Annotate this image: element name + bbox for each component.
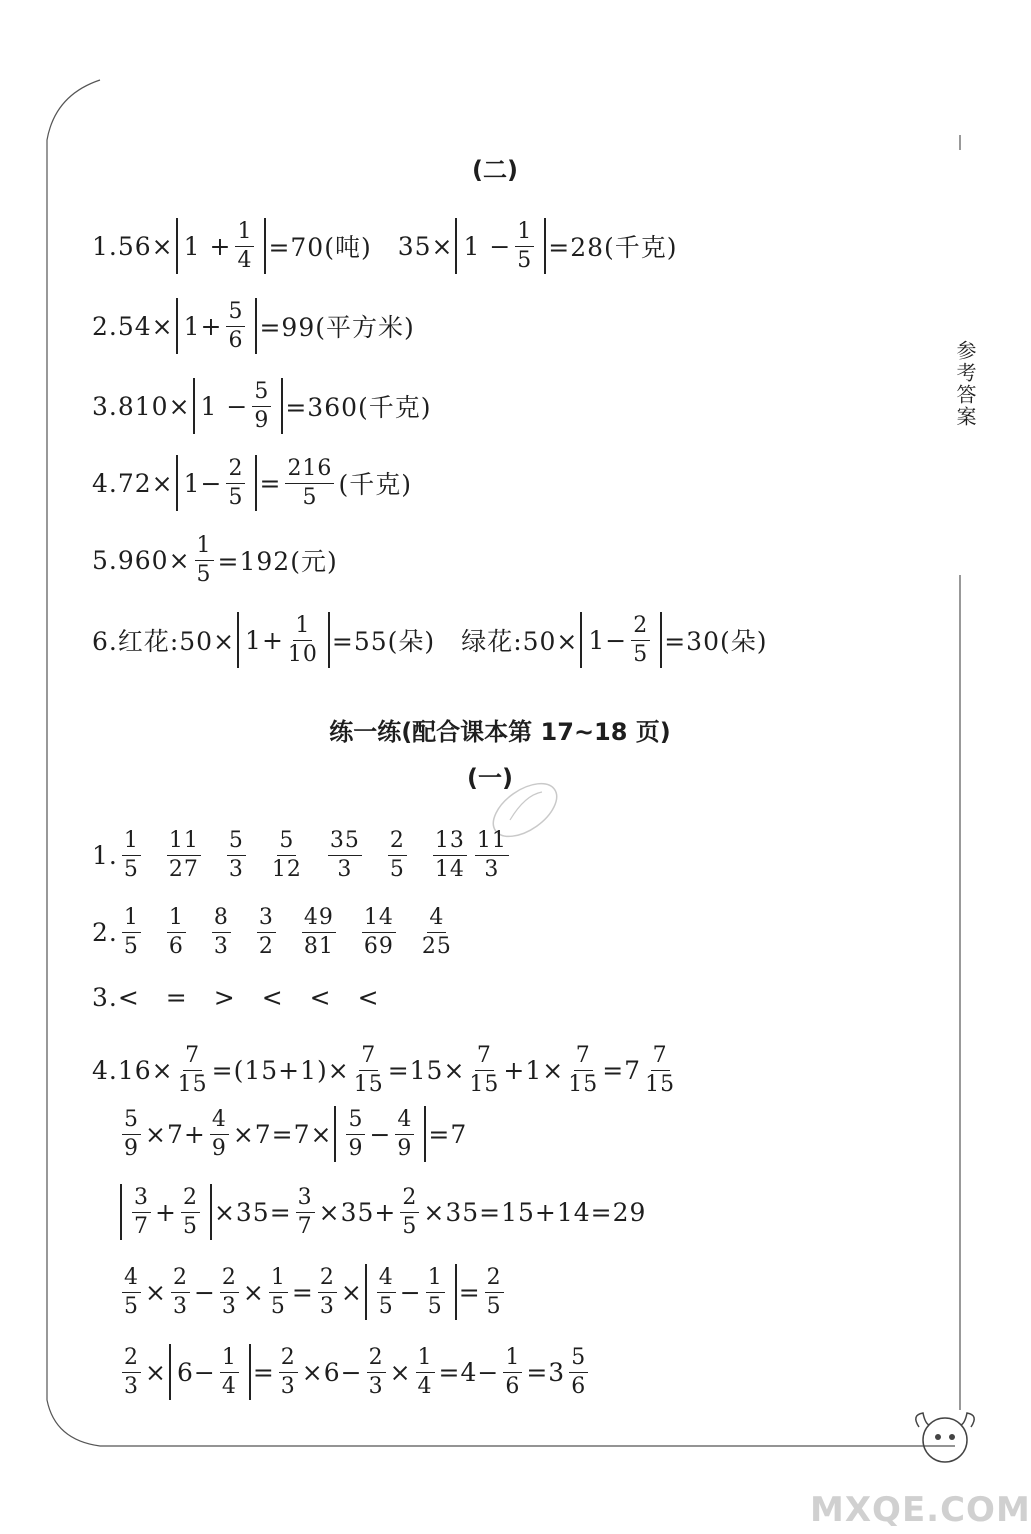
practice-q1: 1. $\frac{1}{5}$ $\frac{11}{27}$ $\frac{5}{3}$ $\frac{5}{12}$ $\frac{35}{3}$ $\frac{2}{5}$ $\frac{13}{14}$ $\frac{11}{3}$ (92, 827, 507, 882)
practice-q3: 3.< = > < < < (92, 983, 380, 1012)
section-title-1: (一) (467, 764, 513, 792)
bracket: $\frac{4}{5}$ − $\frac{1}{5}$ (365, 1264, 457, 1320)
watermark: MXQE.COM (810, 1490, 1031, 1530)
bracket: 1 − $\frac{1}{5}$ (455, 218, 546, 274)
bracket: 1 − $\frac{5}{9}$ (193, 378, 284, 434)
bracket: 1+ $\frac{1}{10}$ (237, 612, 330, 668)
answer-line-3: 3.810× 1 − $\frac{5}{9}$ =360(千克) (92, 378, 432, 433)
practice-title: 练一练(配合课本第 17~18 页) (329, 718, 671, 746)
bracket: 1− $\frac{2}{5}$ (580, 612, 662, 668)
practice-q2: 2. $\frac{1}{5}$ $\frac{1}{6}$ $\frac{8}{3}$ $\frac{3}{2}$ $\frac{49}{81}$ $\frac{14}{69}$ $\frac{4}{25}$ (92, 904, 452, 959)
section-title-2: (二) (472, 156, 518, 184)
bracket: 1+ $\frac{5}{6}$ (176, 298, 258, 354)
practice-q4-line5: $\frac{2}{3}$ × 6− $\frac{1}{4}$ = $\frac{2}{3}$ ×6− $\frac{2}{3}$ × $\frac{1}{4}$ =4− $\frac{1}{6}$ =3 $\frac{5}{6}$ (124, 1344, 587, 1399)
bracket: 1− $\frac{2}{5}$ (176, 455, 258, 511)
bracket: 6− $\frac{1}{4}$ (169, 1344, 251, 1400)
bracket: $\frac{5}{9}$ − $\frac{4}{9}$ (334, 1106, 426, 1162)
answer-line-6: 6.红花:50× 1+ $\frac{1}{10}$ =55(朵) 绿花:50× 1− $\frac{2}{5}$ =30(朵) (92, 612, 768, 667)
bracket: $\frac{3}{7}$ + $\frac{2}{5}$ (120, 1184, 212, 1240)
answer-line-1: 1.56× 1 + $\frac{1}{4}$ =70(吨) 35× 1 − $\frac{1}{5}$ =28(千克) (92, 218, 678, 273)
practice-q4-line2: $\frac{5}{9}$ ×7+ $\frac{4}{9}$ ×7=7× $\frac{5}{9}$ − $\frac{4}{9}$ =7 (124, 1106, 468, 1161)
answer-line-2: 2.54× 1+ $\frac{5}{6}$ =99(平方米) (92, 298, 415, 353)
bracket: 1 + $\frac{1}{4}$ (176, 218, 267, 274)
mascot-icon (905, 1405, 985, 1475)
answer-line-5: 5.960× $\frac{1}{5}$ =192(元) (92, 532, 338, 587)
side-tab-label: 参考答案 (953, 340, 977, 428)
practice-q4-line3: $\frac{3}{7}$ + $\frac{2}{5}$ ×35= $\frac{3}{7}$ ×35+ $\frac{2}{5}$ ×35=15+14=29 (118, 1182, 646, 1242)
practice-q4-line1: 4.16× $\frac{7}{15}$ =(15+1)× $\frac{7}{15}$ =15× $\frac{7}{15}$ +1× $\frac{7}{15}$ =7 $\frac{7}{15}$ (92, 1042, 676, 1097)
answer-line-4: 4.72× 1− $\frac{2}{5}$ = $\frac{216}{5}$ (千克) (92, 455, 412, 510)
practice-q4-line4: $\frac{4}{5}$ × $\frac{2}{3}$ − $\frac{2}{3}$ × $\frac{1}{5}$ = $\frac{2}{3}$ × $\frac{4}{5}$ − $\frac{1}{5}$ = $\frac{2}{5}$ (124, 1264, 502, 1319)
